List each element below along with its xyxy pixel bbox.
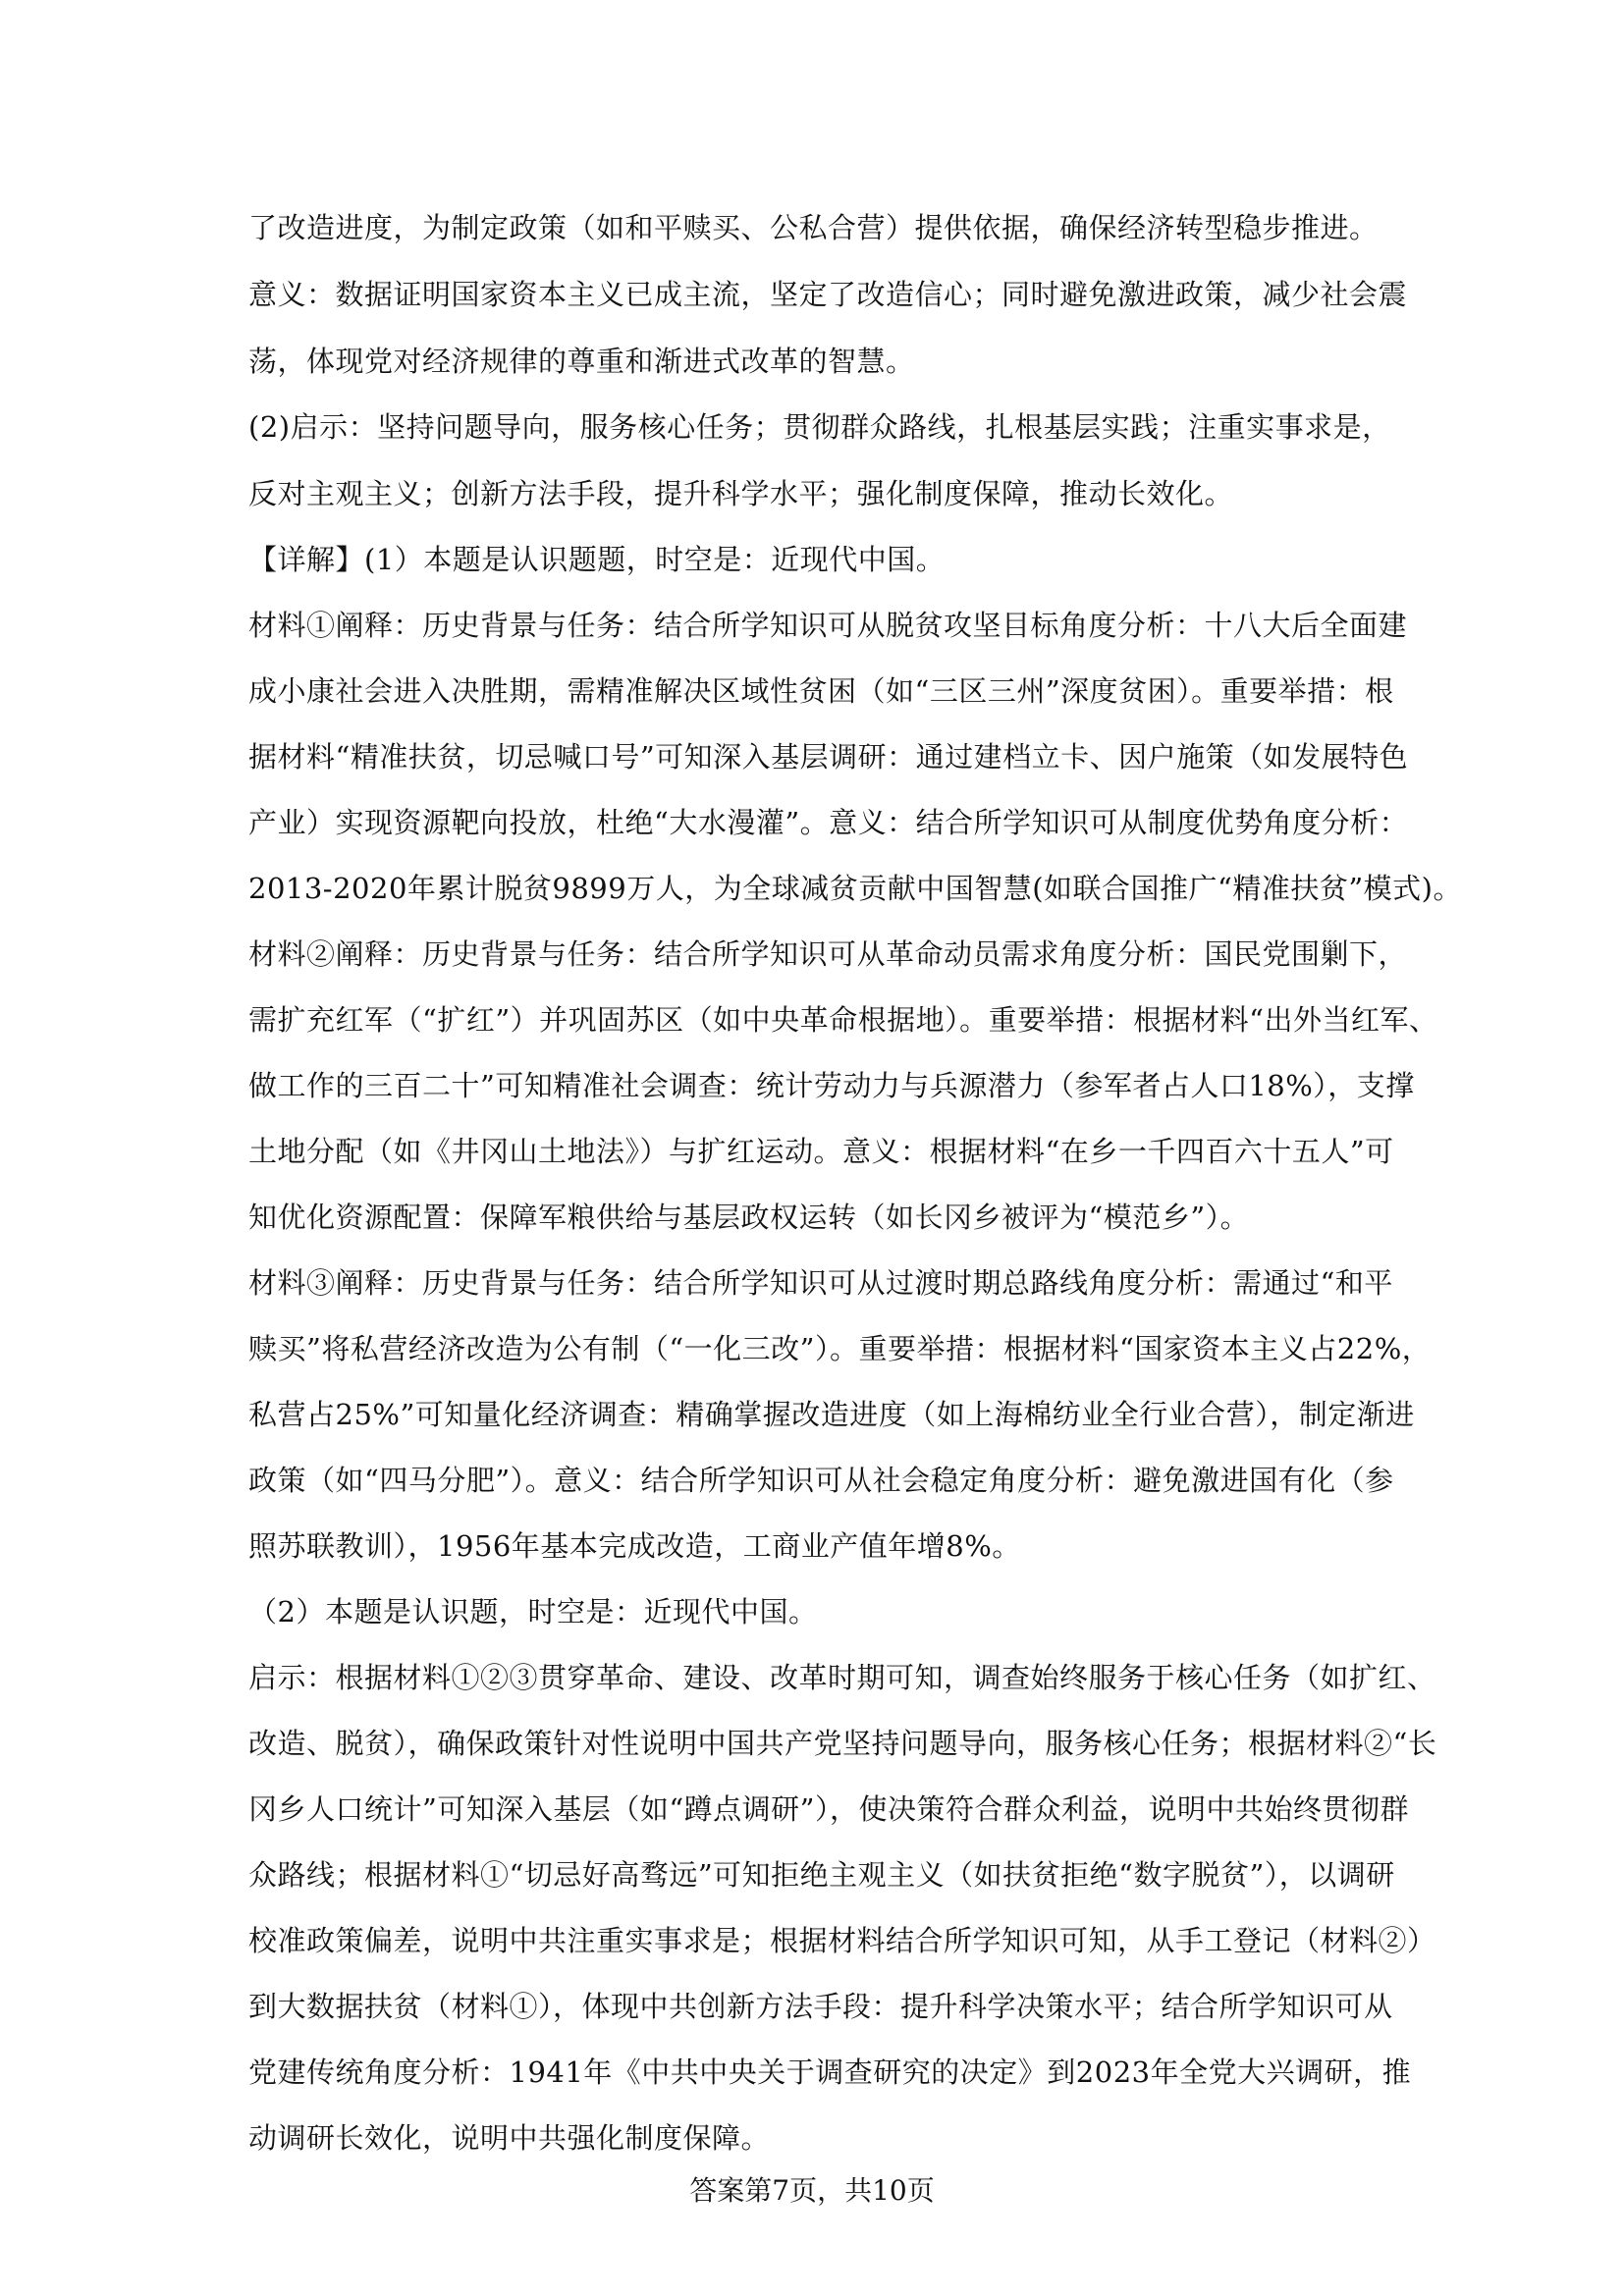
text-line: 启示：根据材料①②③贯穿革命、建设、改革时期可知，调查始终服务于核心任务（如扩红、 bbox=[248, 1661, 1436, 1694]
text-line: 照苏联教训），1956年基本完成改造，工商业产值年增8%。 bbox=[248, 1529, 1021, 1563]
text-line: 政策（如“四马分肥”）。意义：结合所学知识可从社会稳定角度分析：避免激进国有化（参 bbox=[248, 1464, 1394, 1497]
text-line: 到大数据扶贫（材料①），体现中共创新方法手段：提升科学决策水平；结合所学知识可从 bbox=[248, 1990, 1393, 2023]
text-line: 动调研长效化，说明中共强化制度保障。 bbox=[248, 2121, 771, 2155]
text-line: 意义：数据证明国家资本主义已成主流，坚定了改造信心；同时避免激进政策，减少社会震 bbox=[248, 278, 1408, 311]
text-line: 党建传统角度分析：1941年《中共中央关于调查研究的决定》到2023年全党大兴调研，推 bbox=[248, 2056, 1412, 2089]
text-line: 私营占25%”可知量化经济调查：精确掌握改造进度（如上海棉纺业全行业合营），制定渐进 bbox=[248, 1398, 1415, 1431]
text-line: 众路线；根据材料①“切忌好高骛远”可知拒绝主观主义（如扶贫拒绝“数字脱贫”），以调研 bbox=[248, 1858, 1395, 1892]
text-line: 改造、脱贫），确保政策针对性说明中国共产党坚持问题导向，服务核心任务；根据材料②“长 bbox=[248, 1727, 1437, 1760]
text-line: 赎买”将私营经济改造为公有制（“一化三改”）。重要举措：根据材料“国家资本主义占22%， bbox=[248, 1332, 1432, 1365]
text-line: 材料③阐释：历史背景与任务：结合所学知识可从过渡时期总路线角度分析：需通过“和平 bbox=[248, 1266, 1393, 1300]
text-line: 材料①阐释：历史背景与任务：结合所学知识可从脱贫攻坚目标角度分析：十八大后全面建 bbox=[248, 609, 1408, 642]
text-line: 产业）实现资源靶向投放，杜绝“大水漫灌”。意义：结合所学知识可从制度优势角度分析： bbox=[248, 806, 1409, 839]
text-line: 土地分配（如《井冈山土地法》）与扩红运动。意义：根据材料“在乡一千四百六十五人”可 bbox=[248, 1135, 1394, 1168]
text-line: 需扩充红军（“扩红”）并巩固苏区（如中央革命根据地）。重要举措：根据材料“出外当红军、 bbox=[248, 1003, 1438, 1037]
text-line: 荡，体现党对经济规律的尊重和渐进式改革的智慧。 bbox=[248, 345, 915, 378]
text-line: (2)启示：坚持问题导向，服务核心任务；贯彻群众路线，扎根基层实践；注重实事求是， bbox=[248, 410, 1391, 444]
text-line: 知优化资源配置：保障军粮供给与基层政权运转（如长冈乡被评为“模范乡”）。 bbox=[248, 1201, 1250, 1234]
text-line: 冈乡人口统计”可知深入基层（如“蹲点调研”），使决策符合群众利益，说明中共始终贯彻群 bbox=[248, 1792, 1409, 1826]
text-line: 做工作的三百二十”可知精准社会调查：统计劳动力与兵源潜力（参军者占人口18%），支撑 bbox=[248, 1069, 1415, 1102]
text-line: 了改造进度，为制定政策（如和平赎买、公私合营）提供依据，确保经济转型稳步推进。 bbox=[248, 211, 1379, 244]
text-line: 据材料“精准扶贫，切忌喊口号”可知深入基层调研：通过建档立卡、因户施策（如发展特色 bbox=[248, 740, 1409, 774]
text-line: 反对主观主义；创新方法手段，提升科学水平；强化制度保障，推动长效化。 bbox=[248, 477, 1234, 510]
page-footer: 答案第7页，共10页 bbox=[689, 2174, 935, 2207]
text-line: 校准政策偏差，说明中共注重实事求是；根据材料结合所学知识可知，从手工登记（材料②） bbox=[248, 1924, 1436, 1957]
text-line: （2）本题是认识题，时空是：近现代中国。 bbox=[248, 1595, 818, 1629]
text-line: 成小康社会进入决胜期，需精准解决区域性贫困（如“三区三州”深度贫困）。重要举措：根 bbox=[248, 674, 1394, 708]
text-line: 【详解】(1）本题是认识题题，时空是：近现代中国。 bbox=[248, 543, 946, 576]
text-line: 材料②阐释：历史背景与任务：结合所学知识可从革命动员需求角度分析：国民党围剿下， bbox=[248, 937, 1408, 971]
text-line: 2013-2020年累计脱贫9899万人，为全球减贫贡献中国智慧(如联合国推广“精准扶贫”模式)。 bbox=[248, 872, 1462, 905]
